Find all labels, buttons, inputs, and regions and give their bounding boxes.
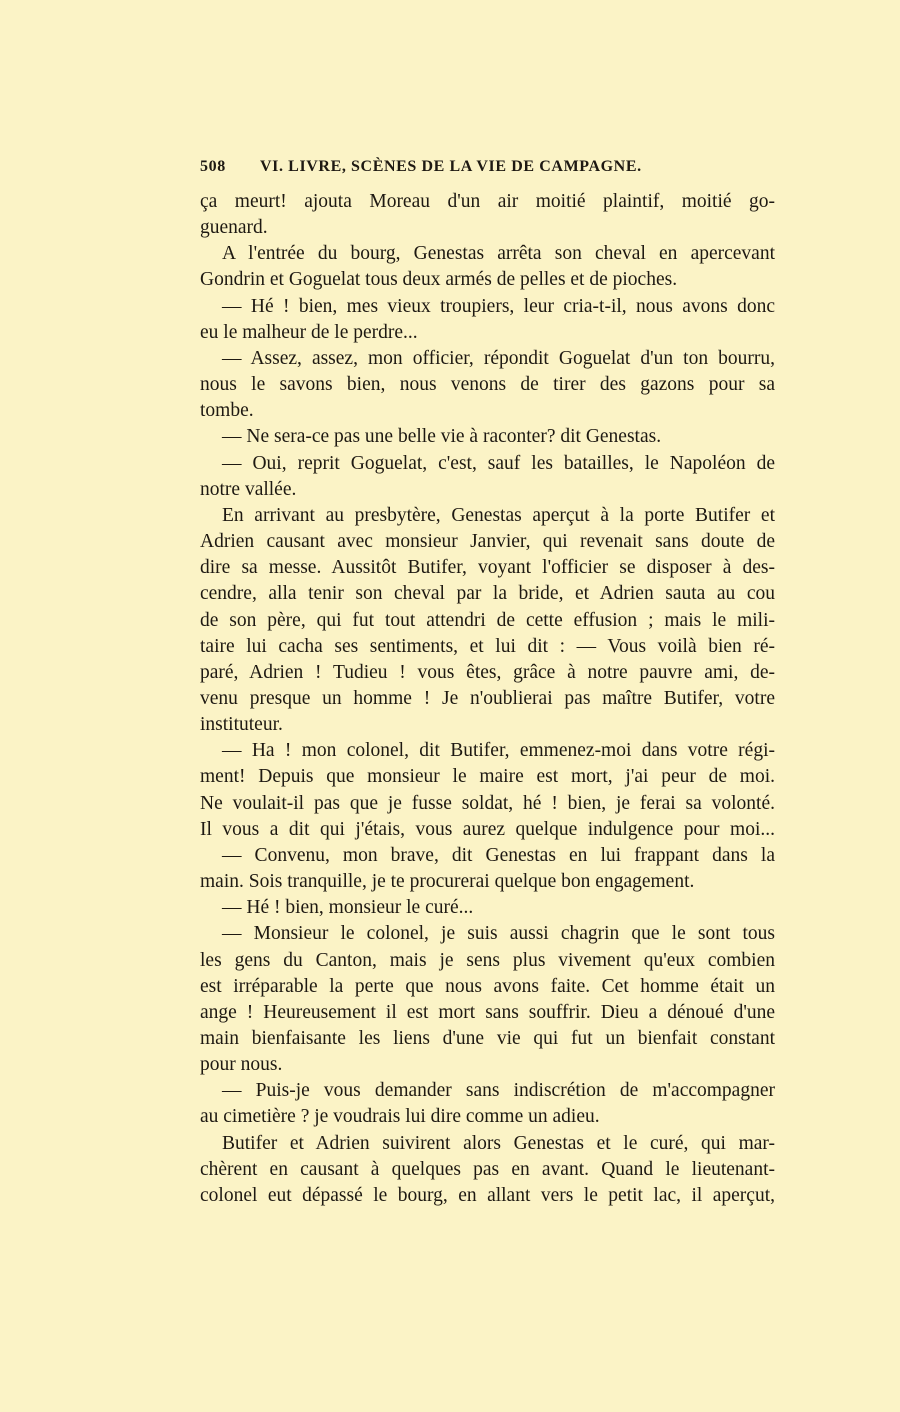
text-line: venu presque un homme ! Je n'oublierai pas maître Butifer, votre	[200, 687, 775, 709]
text-line: tombe.	[200, 400, 254, 422]
text-line: ange ! Heureusement il est mort sans souffrir. Dieu a dénoué d'une	[200, 1001, 775, 1023]
text-line: instituteur.	[200, 714, 283, 736]
text-line: Butifer et Adrien suivirent alors Genestas et le curé, qui mar-	[222, 1132, 775, 1154]
text-line: — Ha ! mon colonel, dit Butifer, emmenez-moi dans votre régi-	[222, 740, 775, 762]
text-line: Il vous a dit qui j'étais, vous aurez quelque indulgence pour moi...	[200, 818, 775, 840]
text-line: eu le malheur de le perdre...	[200, 321, 418, 343]
text-line: ça meurt! ajouta Moreau d'un air moitié plaintif, moitié go-	[200, 191, 775, 212]
text-line: — Assez, assez, mon officier, répondit Goguelat d'un ton bourru,	[222, 347, 775, 369]
text-line: guenard.	[200, 217, 268, 239]
text-line: de son père, qui fut tout attendri de cette effusion ; mais le mili-	[200, 609, 775, 631]
running-header	[200, 158, 775, 182]
text-line: les gens du Canton, mais je sens plus vivement qu'eux combien	[200, 949, 775, 971]
text-line: cendre, alla tenir son cheval par la bride, et Adrien sauta au cou	[200, 583, 775, 605]
text-line: A l'entrée du bourg, Genestas arrêta son cheval en apercevant	[222, 243, 775, 265]
text-line: est irréparable la perte que nous avons faite. Cet homme était un	[200, 975, 775, 997]
text-line: — Hé ! bien, monsieur le curé...	[222, 897, 474, 919]
text-line: Gondrin et Goguelat tous deux armés de pelles et de pioches.	[200, 269, 678, 291]
text-line: colonel eut dépassé le bourg, en allant vers le petit lac, il aperçut,	[200, 1184, 775, 1206]
text-line: — Puis-je vous demander sans indiscrétion de m'accompagner	[222, 1080, 775, 1102]
text-line: nous le savons bien, nous venons de tirer des gazons pour sa	[200, 374, 775, 396]
text-line: — Monsieur le colonel, je suis aussi chagrin que le sont tous	[222, 923, 775, 945]
text-line: notre vallée.	[200, 478, 297, 500]
text-line: main bienfaisante les liens d'une vie qui fut un bienfait constant	[200, 1028, 775, 1049]
text-line: main. Sois tranquille, je te procurerai quelque bon engagement.	[200, 871, 695, 893]
text-line: — Hé ! bien, mes vieux troupiers, leur cria-t-il, nous avons donc	[222, 295, 775, 317]
text-line: — Convenu, mon brave, dit Genestas en lui frappant dans la	[222, 844, 775, 866]
text-line: pour nous.	[200, 1054, 283, 1076]
text-line: paré, Adrien ! Tudieu ! vous êtes, grâce à notre pauvre ami, de-	[200, 661, 775, 683]
text-line: — Ne sera-ce pas une belle vie à raconter? dit Genestas.	[222, 426, 662, 448]
page-number: 508	[200, 158, 226, 175]
page-body-text	[200, 189, 775, 1209]
text-line: taire lui cacha ses sentiments, et lui dit : — Vous voilà bien ré-	[200, 635, 775, 657]
text-line: En arrivant au presbytère, Genestas aperçut à la porte Butifer et	[222, 504, 775, 526]
running-title: VI. LIVRE, SCÈNES DE LA VIE DE CAMPAGNE.	[260, 158, 642, 175]
text-line: Adrien causant avec monsieur Janvier, qui revenait sans doute de	[200, 531, 775, 553]
text-line: ment! Depuis que monsieur le maire est mort, j'ai peur de moi.	[200, 766, 775, 788]
text-line: au cimetière ? je voudrais lui dire comme un adieu.	[200, 1106, 600, 1128]
text-line: chèrent en causant à quelques pas en avant. Quand le lieutenant-	[200, 1158, 775, 1180]
text-line: dire sa messe. Aussitôt Butifer, voyant l'officier se disposer à des-	[200, 557, 775, 579]
text-line: — Oui, reprit Goguelat, c'est, sauf les batailles, le Napoléon de	[222, 452, 775, 474]
text-line: Ne voulait-il pas que je fusse soldat, hé ! bien, je ferai sa volonté.	[200, 792, 775, 814]
